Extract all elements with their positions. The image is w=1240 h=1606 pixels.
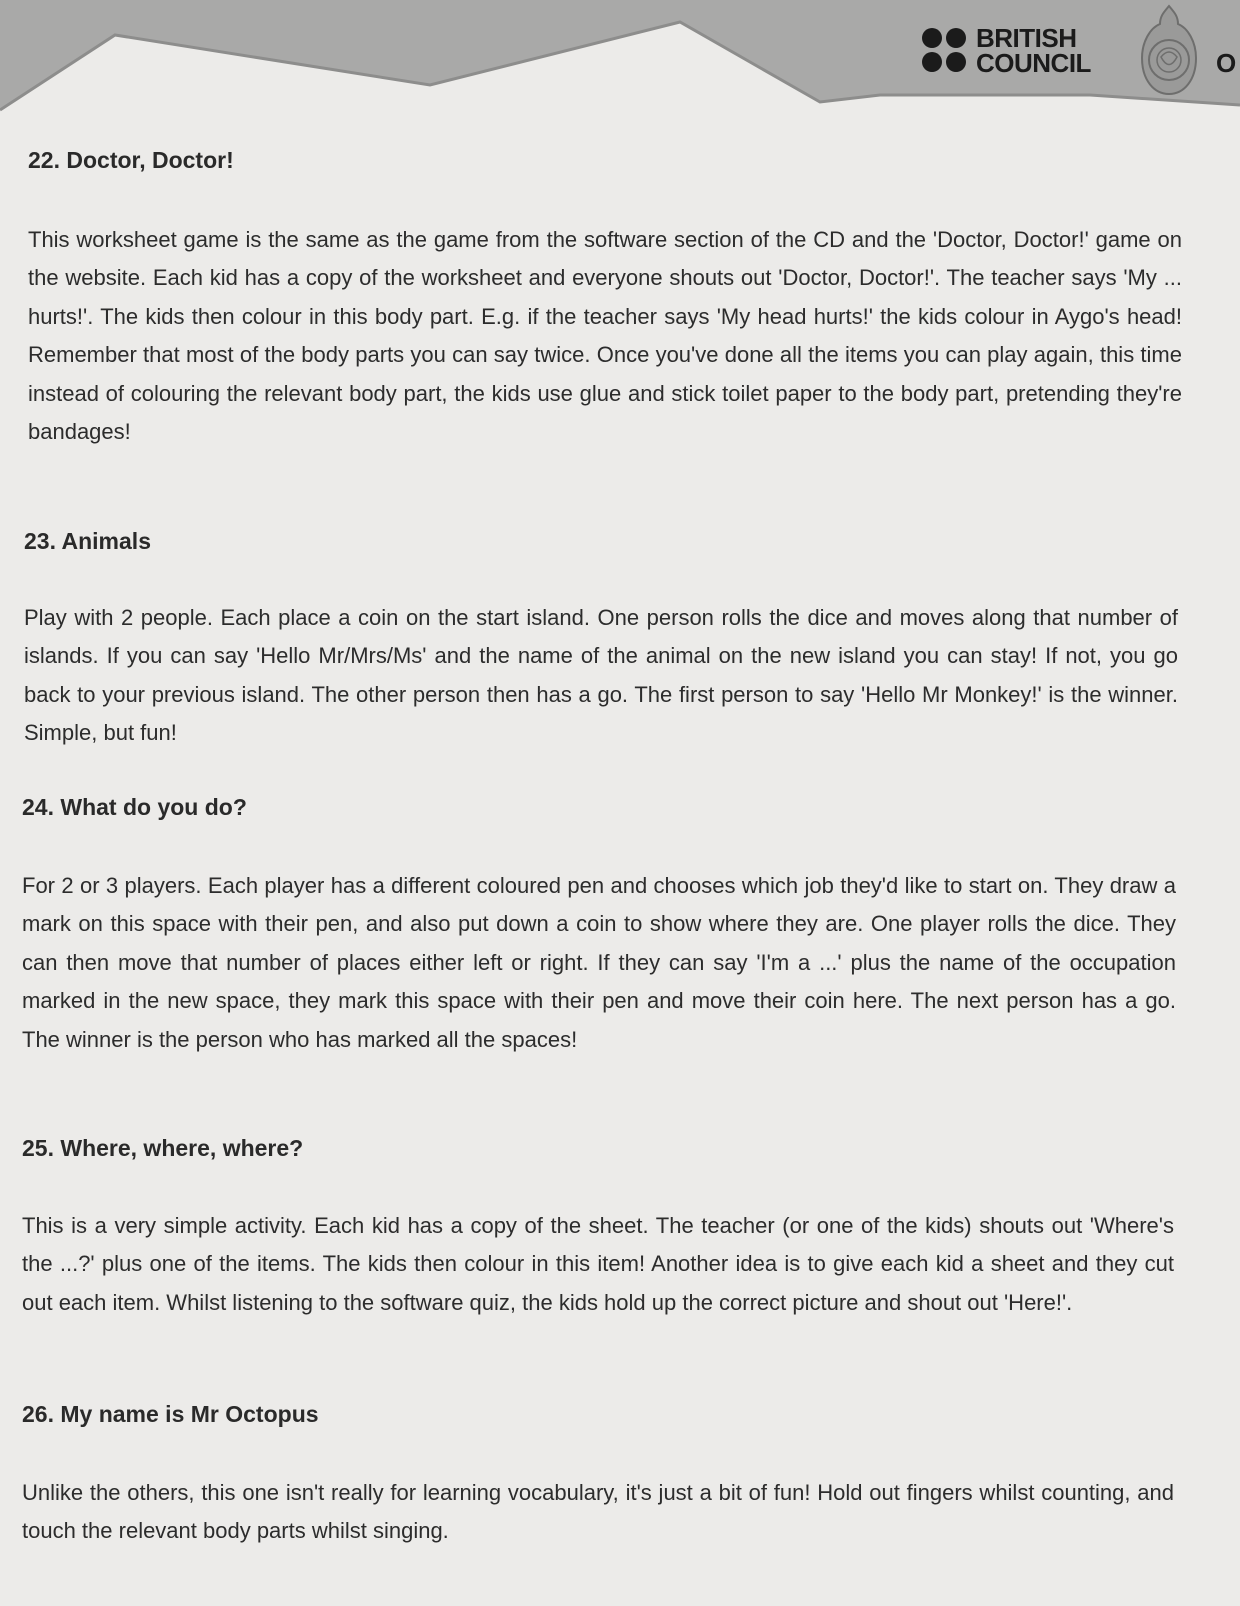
brand-line-2: COUNCIL (976, 48, 1091, 78)
section-heading-25: 25. Where, where, where? (22, 1135, 304, 1161)
section-body-25: This is a very simple activity. Each kid has a copy of the sheet. The teacher (or one of the kids) shouts out 'Where's the ...?' plus one of the items. The kids then colour in this item! Another idea is to give each kid a sheet and they cut out each item. Whilst listening to the software quiz, the kids hold up the correct picture and shout out 'Here!'. (22, 1213, 1174, 1315)
section-body-26: Unlike the others, this one isn't really for learning vocabulary, it's just a bit of fun! Hold out fingers whilst counting, and touch the relevant body parts whilst singing. (22, 1480, 1174, 1544)
section-body-23: Play with 2 people. Each place a coin on the start island. One person rolls the dice and moves along that number of islands. If you can say 'Hello Mr/Mrs/Ms' and the name of the animal on the new island you can stay! If not, you go back to your previous island. The other person then has a go. The first person to say 'Hello Mr Monkey!' is the winner. Simple, but fun! (24, 605, 1178, 746)
section-heading-24: 24. What do you do? (22, 794, 247, 820)
section-heading-26: 26. My name is Mr Octopus (22, 1401, 319, 1427)
section-heading-23: 23. Animals (24, 528, 151, 554)
logo-dots-icon (922, 28, 968, 74)
section-body-22: This worksheet game is the same as the game from the software section of the CD and the 'Doctor, Doctor!' game on the website. Each kid has a copy of the worksheet and everyone shouts out 'Doctor, Doctor!'. The teacher says 'My ... hurts!'. The kids then colour in this body part. E.g. if the teacher says 'My head hurts!' the kids colour in Aygo's head! Remember that most of the body parts you can say twice. Once you've done all the items you can play again, this time instead of colouring the relevant body part, the kids use glue and stick toilet paper to the body part, pretending they're bandages! (28, 227, 1182, 445)
brand-line-1: BRITISH (976, 23, 1077, 53)
british-council-logo (922, 23, 1091, 78)
section-body-24: For 2 or 3 players. Each player has a different coloured pen and chooses which job they'd like to start on. They draw a mark on this space with their pen, and also put down a coin to show where they are. One player rolls the dice. They can then move that number of places either left or right. If they can say 'I'm a ...' plus the name of the occupation marked in the new space, they mark this space with their pen and move their coin here. The next person has a go. The winner is the person who has marked all the spaces! (22, 873, 1176, 1052)
emblem-seal-icon (1134, 2, 1204, 98)
page-letter: O (1216, 48, 1237, 78)
section-heading-22: 22. Doctor, Doctor! (28, 147, 234, 173)
